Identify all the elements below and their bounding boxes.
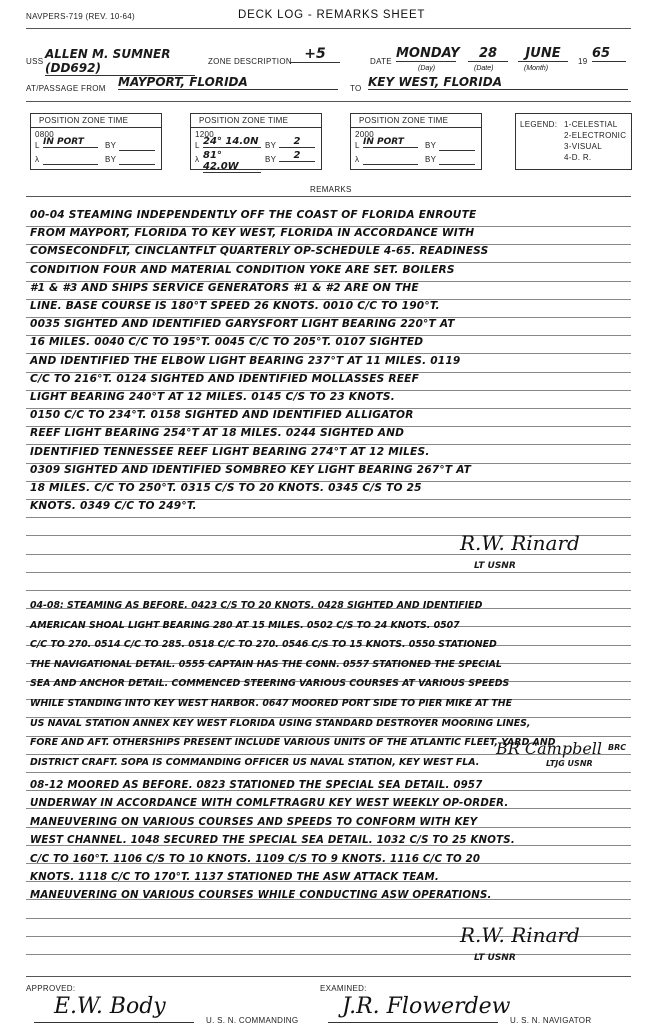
by-label: BY: [425, 155, 437, 164]
remark-line: 04-08: STEAMING AS BEFORE. 0423 C/S TO 20 KNOTS. 0428 SIGHTED AND IDENTIFIED: [30, 600, 483, 611]
remark-line: 00-04 STEAMING INDEPENDENTLY OFF THE COAST OF FLORIDA ENROUTE: [30, 209, 477, 221]
year-prefix: 19: [578, 57, 588, 66]
navigator-label: U. S. N. NAVIGATOR: [510, 1016, 592, 1025]
by-label: BY: [105, 155, 117, 164]
remark-line: 18 MILES. C/C TO 250°T. 0315 C/S TO 20 KNOTS. 0345 C/S TO 25: [30, 482, 422, 494]
ruled-line: [26, 918, 631, 919]
zone-label: ZONE DESCRIPTION: [208, 57, 292, 66]
signature-watch3: R.W. Rinard: [460, 923, 580, 947]
remark-line: COMSECONDFLT, CINCLANTFLT QUARTERLY OP-SCHEDULE 4-65. READINESS: [30, 245, 489, 258]
remark-line: IDENTIFIED TENNESSEE REEF LIGHT BEARING 274°T AT 12 MILES.: [30, 445, 430, 458]
signature-watch1: R.W. Rinard: [460, 531, 580, 555]
navigator-signature: J.R. Flowerdew: [342, 994, 511, 1019]
rank-watch3: LT USNR: [474, 953, 516, 963]
remark-line: LINE. BASE COURSE IS 180°T SPEED 26 KNOTS. 0010 C/C TO 190°T.: [30, 300, 440, 312]
remark-line: FORE AND AFT. OTHERSHIPS PRESENT INCLUDE VARIOUS UNITS OF THE ATLANTIC FLEET, YARD AND: [30, 737, 556, 749]
lat-label: L: [195, 141, 200, 150]
position-header: POSITION ZONE TIME: [39, 116, 129, 125]
approved-label: APPROVED:: [26, 984, 76, 993]
legend-item: 3-VISUAL: [564, 142, 602, 151]
by-value: [119, 141, 155, 151]
passage-to: KEY WEST, FLORIDA: [368, 75, 628, 90]
by-value: 2: [279, 150, 315, 162]
to-label: TO: [350, 84, 362, 93]
ruled-line: [26, 772, 631, 773]
initials-watch2: BRC: [608, 743, 627, 752]
lon-label: λ: [195, 155, 200, 164]
day-caption: (Day): [418, 65, 436, 72]
lat-label: L: [355, 141, 360, 150]
divider: [26, 976, 631, 977]
by-label: BY: [425, 141, 437, 150]
ruled-line: [26, 517, 631, 518]
lat-value: IN PORT: [43, 137, 98, 148]
remark-line: SEA AND ANCHOR DETAIL. COMMENCED STEERING VARIOUS COURSES AT VARIOUS SPEEDS: [30, 678, 510, 690]
remark-line: MANEUVERING ON VARIOUS COURSES WHILE CONDUCTING ASW OPERATIONS.: [30, 890, 492, 902]
by-value: 2: [279, 136, 315, 148]
passage-label: AT/PASSAGE FROM: [26, 84, 106, 93]
date-label: DATE: [370, 57, 392, 66]
legend-item: 1-CELESTIAL: [564, 120, 618, 129]
lon-label: λ: [355, 155, 360, 164]
position-time: 2000: [355, 130, 374, 139]
remarks-title: REMARKS: [310, 185, 352, 194]
divider: [26, 101, 631, 102]
remark-line: C/C TO 270. 0514 C/C TO 285. 0518 C/C TO 270. 0546 C/S TO 15 KNOTS. 0550 STATIONED: [30, 639, 497, 651]
ruled-line: [26, 572, 631, 573]
position-time: 1200: [195, 130, 214, 139]
remark-line: AND IDENTIFIED THE ELBOW LIGHT BEARING 237°T AT 11 MILES. 0119: [30, 354, 461, 367]
position-header: POSITION ZONE TIME: [359, 116, 449, 125]
uss-label: USS: [26, 57, 44, 66]
remark-line: US NAVAL STATION ANNEX KEY WEST FLORIDA USING STANDARD DESTROYER MOORING LINES,: [30, 717, 531, 729]
by-label: BY: [265, 155, 277, 164]
commanding-label: U. S. N. COMMANDING: [206, 1016, 299, 1025]
lon-value: [43, 155, 98, 165]
lon-label: λ: [35, 155, 40, 164]
remark-line: THE NAVIGATIONAL DETAIL. 0555 CAPTAIN HAS THE CONN. 0557 STATIONED THE SPECIAL: [30, 658, 502, 670]
form-number: NAVPERS-719 (REV. 10-64): [26, 12, 136, 21]
date-value: 28: [468, 46, 508, 62]
examined-label: EXAMINED:: [320, 984, 367, 993]
by-value: [439, 141, 475, 151]
lat-value: IN PORT: [363, 137, 418, 148]
signature-watch2: BR Campbell: [496, 739, 603, 758]
remark-line: UNDERWAY IN ACCORDANCE WITH COMLFTRAGRU KEY WEST WEEKLY OP-ORDER.: [30, 798, 509, 810]
position-box-2000: [350, 113, 482, 170]
rank-watch2: LTJG USNR: [546, 759, 593, 768]
ruled-line: [26, 954, 631, 955]
remark-line: MANEUVERING ON VARIOUS COURSES AND SPEEDS TO CONFORM WITH KEY: [30, 816, 478, 828]
remark-line: C/C TO 160°T. 1106 C/S TO 10 KNOTS. 1109 C/S TO 9 KNOTS. 1116 C/C TO 20: [30, 853, 481, 865]
position-box-0800: [30, 113, 162, 170]
divider: [26, 28, 631, 29]
lon-value: [363, 155, 418, 165]
page-title: DECK LOG - REMARKS SHEET: [238, 9, 426, 21]
lat-label: L: [35, 141, 40, 150]
by-value: [119, 155, 155, 165]
remark-line: LIGHT BEARING 240°T AT 12 MILES. 0145 C/S TO 23 KNOTS.: [30, 391, 395, 403]
remark-line: KNOTS. 0349 C/C TO 249°T.: [30, 500, 197, 513]
legend-box: [515, 113, 632, 170]
day-value: MONDAY: [396, 46, 460, 61]
remark-line: DISTRICT CRAFT. SOPA IS COMMANDING OFFICER US NAVAL STATION, KEY WEST FLA.: [30, 756, 480, 768]
remark-line: C/C TO 216°T. 0124 SIGHTED AND IDENTIFIED MOLLASSES REEF: [30, 372, 420, 385]
remark-line: AMERICAN SHOAL LIGHT BEARING 280 AT 15 MILES. 0502 C/S TO 24 KNOTS. 0507: [30, 619, 460, 631]
rank-watch1: LT USNR: [474, 561, 516, 571]
legend-item: 2-ELECTRONIC: [564, 131, 627, 140]
commanding-signature: E.W. Body: [54, 994, 166, 1019]
legend-label: LEGEND:: [520, 120, 558, 129]
remark-line: 0035 SIGHTED AND IDENTIFIED GARYSFORT LIGHT BEARING 220°T AT: [30, 318, 455, 331]
ruled-line: [26, 590, 631, 591]
zone-value: +5: [290, 46, 340, 63]
remark-line: KNOTS. 1118 C/C TO 170°T. 1137 STATIONED THE ASW ATTACK TEAM.: [30, 872, 439, 883]
ship-name: ALLEN M. SUMNER (DD692): [45, 47, 195, 76]
year-value: 65: [592, 46, 626, 62]
position-box-1200: [190, 113, 322, 170]
remark-line: 0150 C/C TO 234°T. 0158 SIGHTED AND IDENTIFIED ALLIGATOR: [30, 409, 414, 422]
lon-value: 81° 42.0W: [203, 150, 261, 173]
date-caption: (Date): [474, 65, 494, 72]
by-value: [439, 155, 475, 165]
month-caption: (Month): [524, 65, 549, 72]
position-header: POSITION ZONE TIME: [199, 116, 289, 125]
lat-value: 24° 14.0N: [203, 136, 261, 148]
remark-line: 0309 SIGHTED AND IDENTIFIED SOMBREO KEY LIGHT BEARING 267°T AT: [30, 463, 472, 476]
passage-from: MAYPORT, FLORIDA: [118, 75, 338, 90]
remark-line: 16 MILES. 0040 C/C TO 195°T. 0045 C/C TO 205°T. 0107 SIGHTED: [30, 336, 424, 349]
position-time: 0800: [35, 130, 54, 139]
legend-item: 4-D. R.: [564, 153, 592, 162]
remark-line: CONDITION FOUR AND MATERIAL CONDITION YOKE ARE SET. BOILERS: [30, 263, 455, 276]
divider: [26, 196, 631, 197]
remark-line: REEF LIGHT BEARING 254°T AT 18 MILES. 0244 SIGHTED AND: [30, 427, 405, 440]
remark-line: 08-12 MOORED AS BEFORE. 0823 STATIONED THE SPECIAL SEA DETAIL. 0957: [30, 780, 483, 791]
month-value: JUNE: [518, 46, 568, 62]
remark-line: FROM MAYPORT, FLORIDA TO KEY WEST, FLORIDA IN ACCORDANCE WITH: [30, 227, 475, 240]
by-label: BY: [105, 141, 117, 150]
remark-line: WHILE STANDING INTO KEY WEST HARBOR. 0647 MOORED PORT SIDE TO PIER MIKE AT THE: [30, 698, 512, 709]
remark-line: WEST CHANNEL. 1048 SECURED THE SPECIAL SEA DETAIL. 1032 C/S TO 25 KNOTS.: [30, 835, 515, 847]
by-label: BY: [265, 141, 277, 150]
remark-line: #1 & #3 AND SHIPS SERVICE GENERATORS #1 & #2 ARE ON THE: [30, 281, 419, 294]
